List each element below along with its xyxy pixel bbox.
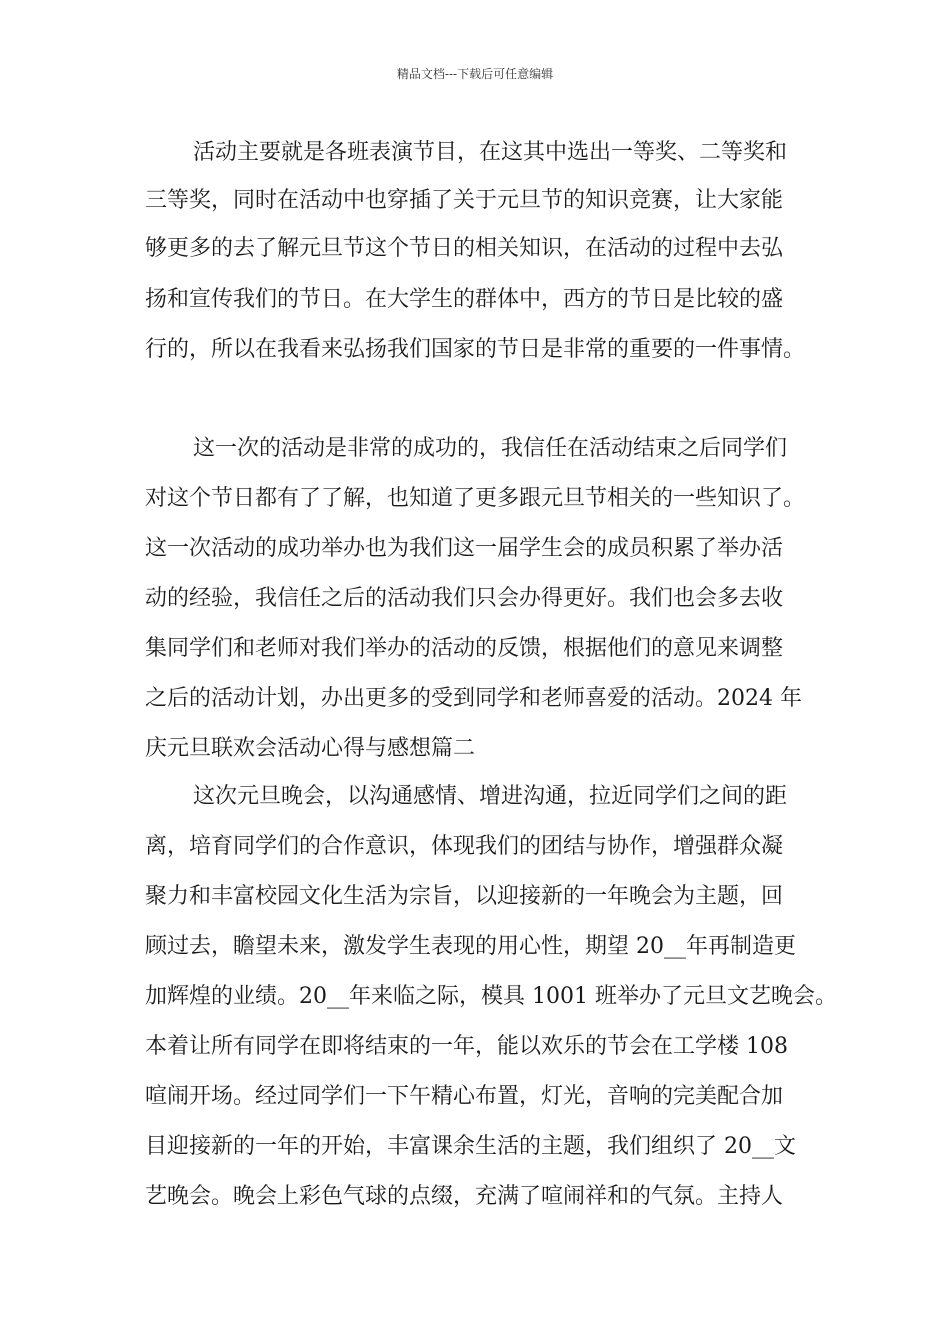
text-line: 动的经验，我信任之后的活动我们只会办得更好。我们也会多去收 [145, 586, 784, 611]
text-line: 加辉煌的业绩。20__年来临之际，模具 1001 班举办了元旦文艺晚会。 [145, 984, 837, 1009]
text-line: 行的，所以在我看来弘扬我们国家的节日是非常的重要的一件事情。 [145, 337, 806, 362]
text-line: 三等奖，同时在活动中也穿插了关于元旦节的知识竞赛，让大家能 [145, 188, 784, 213]
text-line: 本着让所有同学在即将结束的一年，能以欢乐的节会在工学楼 108 [145, 1034, 788, 1059]
page-header: 精品文档---下载后可任意编辑 [396, 67, 554, 81]
text-line: 艺晚会。晚会上彩色气球的点缀，充满了喧闹祥和的气氛。主持人 [145, 1184, 784, 1209]
text-line: 之后的活动计划，办出更多的受到同学和老师喜爱的活动。2024 年 [145, 686, 802, 711]
text-line: 目迎接新的一年的开始，丰富课余生活的主题，我们组织了 20__文 [145, 1134, 796, 1159]
text-line: 集同学们和老师对我们举办的活动的反馈，根据他们的意见来调整 [145, 636, 784, 661]
text-line: 这次元旦晚会，以沟通感情、增进沟通，拉近同学们之间的距 [193, 784, 788, 809]
text-line: 聚力和丰富校园文化生活为宗旨，以迎接新的一年晚会为主题，回 [145, 884, 784, 909]
text-line: 这一次的活动是非常的成功的，我信任在活动结束之后同学们 [193, 436, 788, 461]
text-line: 喧闹开场。经过同学们一下午精心布置，灯光，音响的完美配合加 [145, 1084, 784, 1109]
text-line: 对这个节日都有了了解，也知道了更多跟元旦节相关的一些知识了。 [145, 486, 806, 511]
text-line: 够更多的去了解元旦节这个节日的相关知识，在活动的过程中去弘 [145, 236, 784, 261]
text-line: 活动主要就是各班表演节目，在这其中选出一等奖、二等奖和 [193, 140, 788, 165]
section-heading: 庆元旦联欢会活动心得与感想篇二 [145, 736, 476, 761]
text-line: 扬和宣传我们的节日。在大学生的群体中，西方的节日是比较的盛 [145, 287, 784, 312]
text-line: 这一次活动的成功举办也为我们这一届学生会的成员积累了举办活 [145, 536, 784, 561]
text-line: 顾过去，瞻望未来，激发学生表现的用心性，期望 20__年再制造更 [145, 934, 796, 959]
text-line: 离，培育同学们的合作意识，体现我们的团结与协作，增强群众凝 [145, 834, 784, 859]
